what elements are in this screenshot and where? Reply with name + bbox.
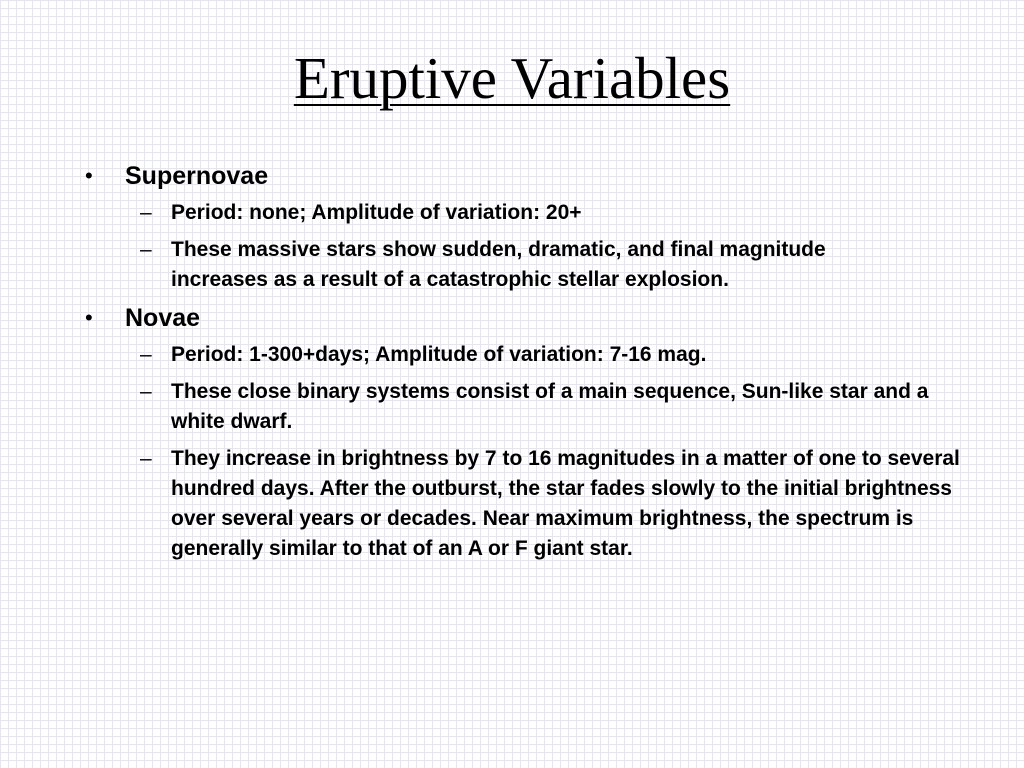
section-novae [85,302,965,564]
dash-icon: – [140,238,152,261]
dash-icon: – [140,447,152,470]
dash-icon: – [140,380,152,403]
dash-icon: – [140,343,152,366]
slide-title [0,42,1024,114]
sub-bullet-item [85,198,871,228]
bullet-item [85,302,965,334]
bullet-item [85,160,965,192]
section-supernovae [85,160,965,295]
sub-bullet-text: Period: 1-300+days; Amplitude of variation: 7-16 mag. [171,343,707,366]
dash-icon: – [140,201,152,224]
sub-bullet-text: They increase in brightness by 7 to 16 magnitudes in a matter of one to several hundred days. After the outburst, the star fades slowly to the initial brightness over several years or decades. Near maximum brightness, the spectrum is generally similar to that of an A or F giant star. [171,447,960,560]
sub-bullet-text: These massive stars show sudden, dramatic, and final magnitude increases as a result of a catastrophic stellar explosion. [171,238,826,291]
section-heading: Novae [125,304,201,332]
sub-bullet-item [85,377,961,437]
sub-bullet-text: Period: none; Amplitude of variation: 20+ [171,201,582,224]
bullet-icon: • [85,305,93,330]
sub-bullet-item [85,444,961,564]
section-heading: Supernovae [125,162,269,190]
slide-title-text: Eruptive Variables [293,45,731,111]
sub-bullet-item [85,235,871,295]
bullet-list [85,160,965,571]
bullet-icon: • [85,163,93,188]
sub-bullet-text: These close binary systems consist of a main sequence, Sun-like star and a white dwarf. [171,380,929,433]
sub-bullet-item [85,340,871,370]
